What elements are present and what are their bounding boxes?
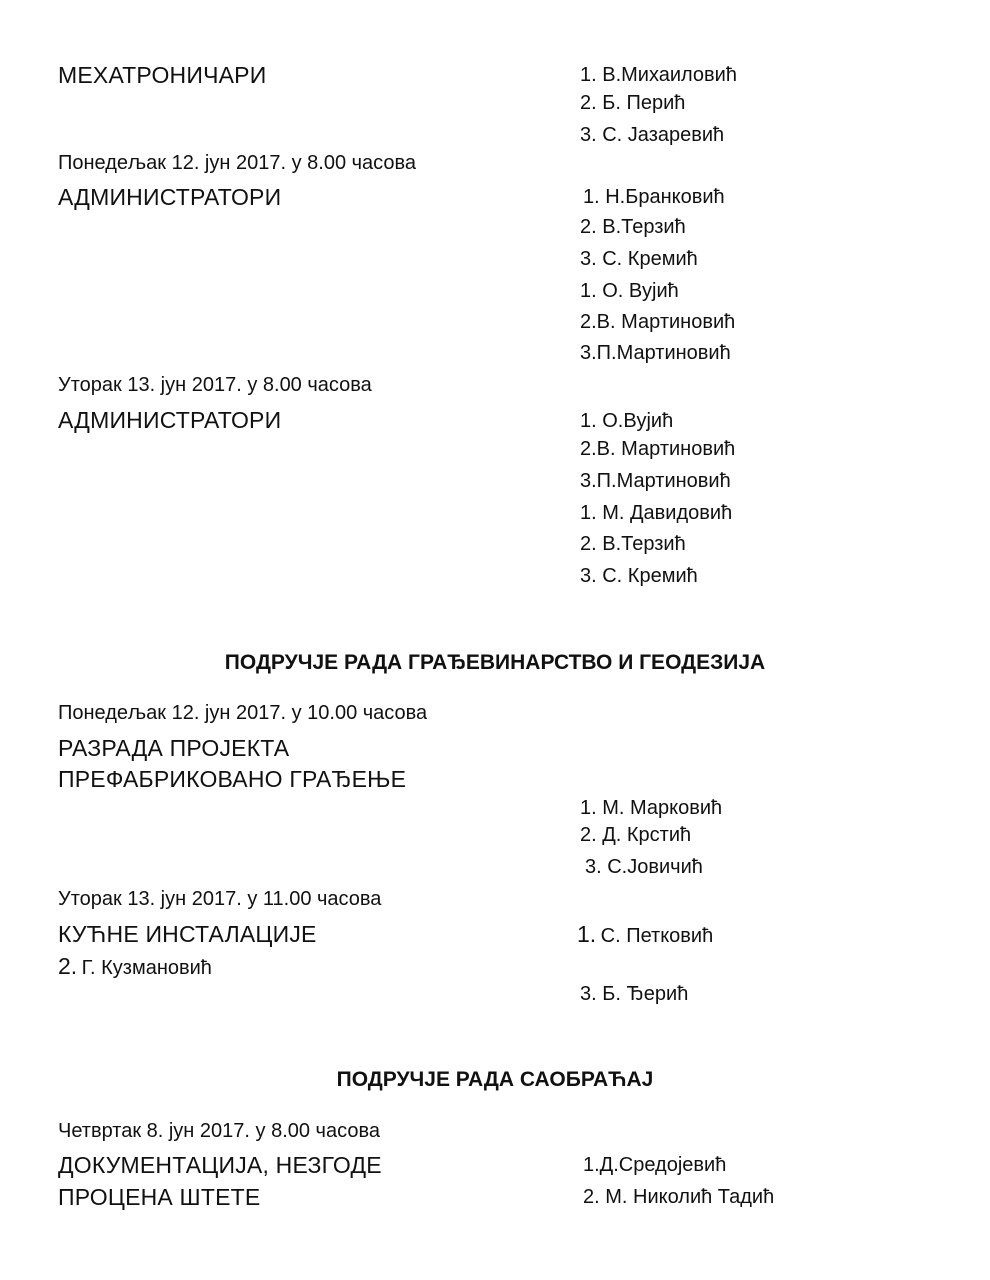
name-line: 1. М. Давидовић [580, 502, 733, 524]
name-line: 2. В.Терзић [580, 533, 686, 555]
name-number: 2. [58, 953, 78, 979]
name-line: 3. С. Јазаревић [580, 124, 725, 146]
subject-kucne-instalacije: КУЋНЕ ИНСТАЛАЦИЈЕ [58, 921, 317, 947]
subject-mehatronicari: МЕХАТРОНИЧАРИ [58, 62, 267, 88]
subject-procena-stete: ПРОЦЕНА ШТЕТЕ [58, 1184, 261, 1210]
name-line: 1.Д.Средојевић [583, 1154, 727, 1176]
subject-razrada: РАЗРАДА ПРОЈЕКТА [58, 735, 290, 761]
exam-date: Уторак 13. јун 2017. у 11.00 часова [58, 888, 382, 910]
name-line: 1. О.Вујић [580, 410, 674, 432]
name-line: 3.П.Мартиновић [580, 342, 731, 364]
name-line [577, 921, 713, 948]
subject-dokumentacija: ДОКУМЕНТАЦИЈА, НЕЗГОДЕ [58, 1152, 382, 1178]
name-line: 2. Д. Крстић [580, 824, 692, 846]
name-line: 3. С. Кремић [580, 565, 698, 587]
name-line: 1. О. Вујић [580, 280, 679, 302]
name-line: 3. Б. Ђерић [580, 983, 689, 1005]
name-line: 3. С.Јовичић [585, 856, 703, 878]
name-text: Г. Кузмановић [81, 957, 212, 979]
name-number: 1. [577, 921, 597, 947]
subject-prefabrikovano: ПРЕФАБРИКОВАНО ГРАЂЕЊЕ [58, 766, 407, 792]
exam-date: Понедељак 12. јун 2017. у 10.00 часова [58, 702, 428, 724]
name-line: 3. С. Кремић [580, 248, 698, 270]
name-line: 2.В. Мартиновић [580, 438, 736, 460]
name-line: 1. Н.Бранковић [583, 186, 725, 208]
name-line: 2.В. Мартиновић [580, 311, 736, 333]
exam-date: Понедељак 12. јун 2017. у 8.00 часова [58, 152, 417, 174]
name-line: 2. В.Терзић [580, 216, 686, 238]
subject-administratori: АДМИНИСТРАТОРИ [58, 407, 282, 433]
name-text: С. Петковић [600, 925, 714, 947]
exam-date: Четвртак 8. јун 2017. у 8.00 часова [58, 1120, 380, 1142]
section-heading: ПОДРУЧЈЕ РАДА САОБРАЋАЈ [336, 1068, 654, 1091]
name-line [58, 953, 212, 980]
name-line: 1. В.Михаиловић [580, 64, 737, 86]
name-line: 1. М. Марковић [580, 797, 723, 819]
name-line: 2. М. Николић Тадић [583, 1186, 775, 1208]
name-line: 2. Б. Перић [580, 92, 686, 114]
subject-administratori: АДМИНИСТРАТОРИ [58, 184, 282, 210]
section-heading: ПОДРУЧЈЕ РАДА ГРАЂЕВИНАРСТВО И ГЕОДЕЗИЈА [224, 651, 766, 674]
name-line: 3.П.Мартиновић [580, 470, 731, 492]
exam-date: Уторак 13. јун 2017. у 8.00 часова [58, 374, 372, 396]
